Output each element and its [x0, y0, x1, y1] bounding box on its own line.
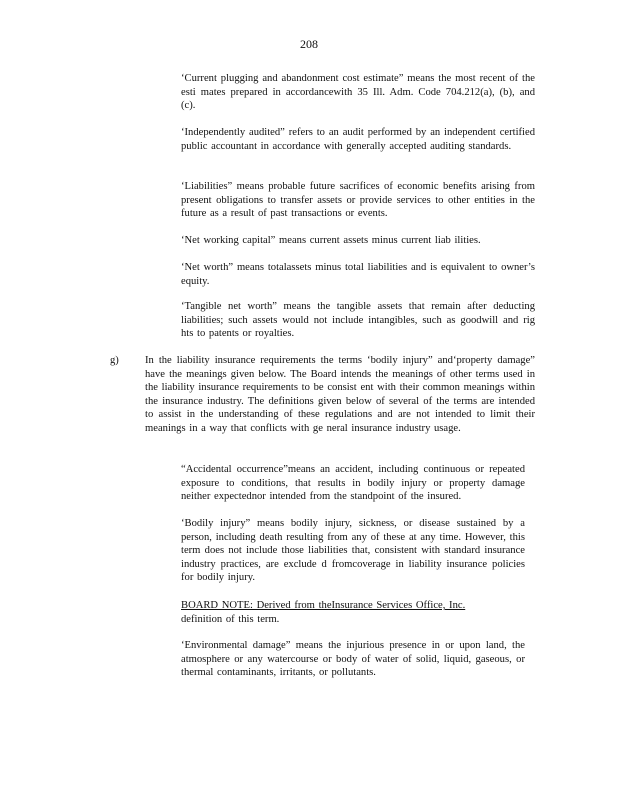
definition-liabilities: ‘Liabilities” means probable future sacrifices of economic benefits arising from present obligations to transfer assets or provide services to other entities in the future as a result of past transactions or events. — [181, 181, 535, 219]
board-note-rest: definition of this term. — [181, 613, 280, 625]
definition-accidental-occurrence: “Accidental occurrence”means an accident, including continuous or repeated exposure to conditions, that results in bodily injury or property damage neither expectednor intended from the standpoint of the insured. — [181, 464, 525, 502]
board-note-label: BOARD NOTE: Derived from theInsurance Services Office, Inc. — [181, 600, 466, 611]
definition-current-plugging: ‘Current plugging and abandonment cost estimate” means the most recent of the esti mates prepared in accordancewith 35 Ill. Adm. Code 704.212(a), (b), and (c). — [181, 73, 535, 111]
definition-environmental-damage: ‘Environmental damage” means the injurious presence in or upon land, the atmosphere or any watercourse or body of water of solid, liquid, gaseous, or thermal contaminants, irritants, or pollutants. — [181, 640, 525, 678]
definition-net-working-capital: ‘Net working capital” means current assets minus current liab ilities. — [181, 235, 481, 246]
board-note — [181, 599, 525, 626]
definition-net-worth: ‘Net worth” means totalassets minus total liabilities and is equivalent to owner’s equity. — [181, 262, 535, 287]
definition-independently-audited: ‘Independently audited” refers to an audit performed by an independent certified public accountant in accordance with generally accepted auditing standards. — [181, 127, 535, 152]
definition-bodily-injury: ‘Bodily injury” means bodily injury, sickness, or disease sustained by a person, including death resulting from any of these at any time. However, this term does not include those liabilities that, consistent with standard insurance industry practices, are exclude d fromcoverage in liability insurance policies for bodily injury. — [181, 518, 525, 583]
subsection-marker-g: g) — [110, 355, 119, 366]
subsection-g-text: In the liability insurance requirements the terms ‘bodily injury” and‘property damage” have the meanings given below. The Board intends the meanings of other terms used in the liability insurance requirements to be consist ent with their common meanings within the insurance industry. The definitions given below of several of the terms are intended to assist in the understanding of these regulations and are not intended to limit their meanings in a way that conflicts with ge neral insurance industry usage. — [145, 355, 535, 434]
definition-tangible-net-worth: ‘Tangible net worth” means the tangible assets that remain after deducting liabilities; such assets would not include intangibles, such as goodwill and rig hts to patents or royalties. — [181, 301, 535, 339]
page-number: 208 — [300, 37, 318, 51]
